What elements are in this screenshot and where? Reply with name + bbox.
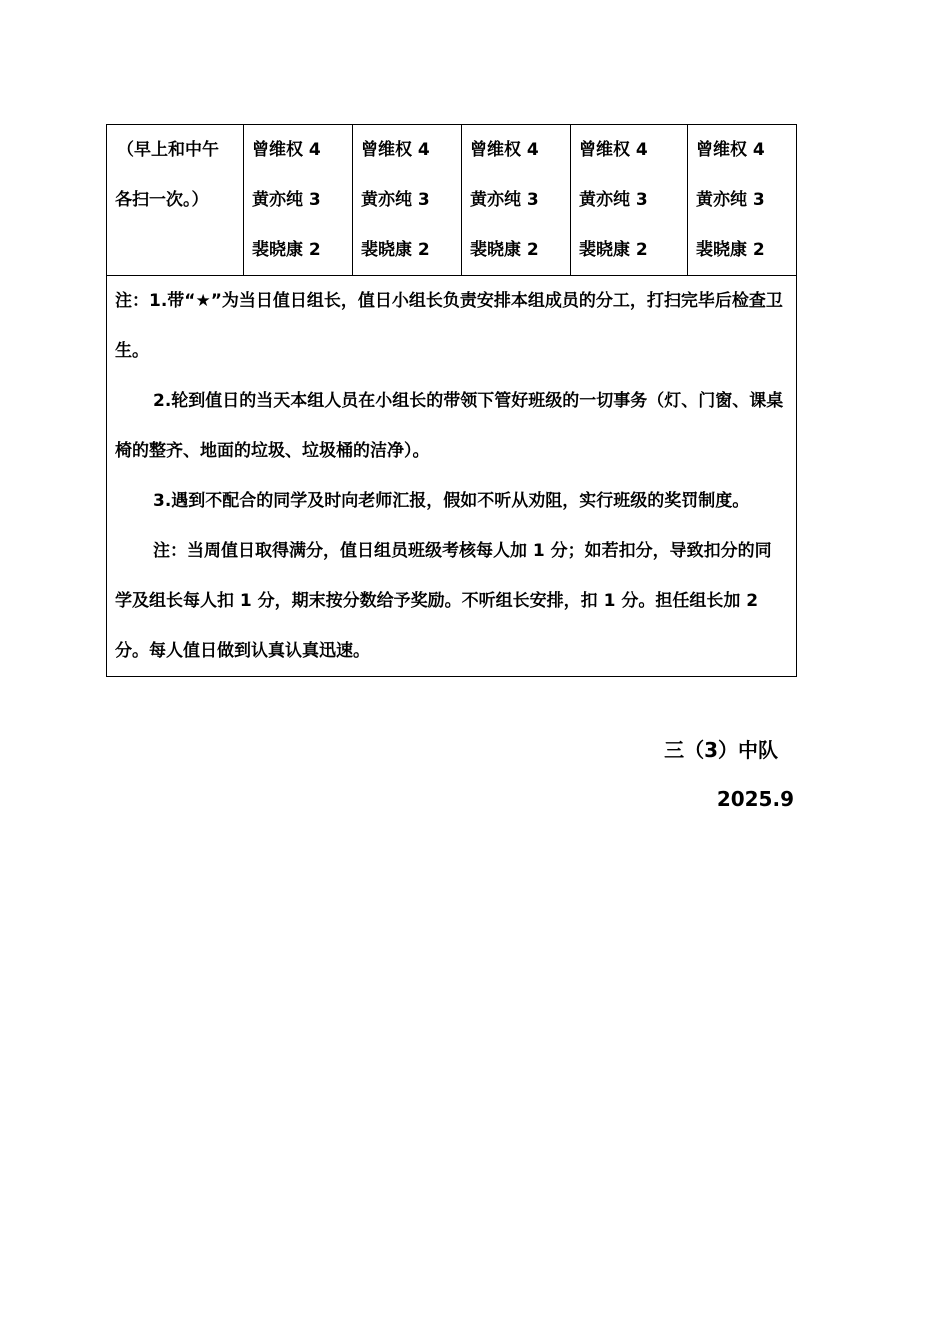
note-paragraph: 注：1.带“★”为当日值日组长，值日小组长负责安排本组成员的分工，打扫完毕后检查卫生。 [115, 291, 783, 361]
member-name: 曾维权 4 [252, 140, 321, 160]
member-name: 黄亦纯 3 [470, 190, 539, 210]
member-name: 黄亦纯 3 [361, 190, 430, 210]
duty-roster-table [106, 124, 797, 677]
member-name: 裴晓康 2 [696, 240, 765, 260]
table-row [107, 276, 797, 677]
group-cell [353, 125, 462, 276]
note-paragraph: 注：当周值日取得满分，值日组员班级考核每人加 1 分；如若扣分，导致扣分的同学及组长每人扣 1 分，期末按分数给予奖励。不听组长安排，扣 1 分。担任组长加 2 分。每人值日做到认真认真迅速。 [115, 541, 772, 661]
member-name: 曾维权 4 [579, 140, 648, 160]
member-name: 裴晓康 2 [361, 240, 430, 260]
group-cell [244, 125, 353, 276]
member-name: 裴晓康 2 [579, 240, 648, 260]
member-name: 黄亦纯 3 [252, 190, 321, 210]
class-unit-signature: 三（3）中队 [664, 738, 778, 762]
note-paragraph: 2.轮到值日的当天本组人员在小组长的带领下管好班级的一切事务（灯、门窗、课桌椅的整齐、地面的垃圾、垃圾桶的洁净）。 [115, 391, 784, 461]
time-note-line: （早上和中午 [117, 140, 219, 160]
time-note-cell [107, 125, 244, 276]
time-note-line: 各扫一次。） [115, 190, 209, 210]
member-name: 黄亦纯 3 [579, 190, 648, 210]
notes-cell [107, 276, 797, 677]
group-cell [688, 125, 797, 276]
member-name: 曾维权 4 [470, 140, 539, 160]
member-name: 裴晓康 2 [252, 240, 321, 260]
member-name: 曾维权 4 [361, 140, 430, 160]
group-cell [571, 125, 688, 276]
document-date: 2025.9 [716, 787, 794, 811]
note-paragraph: 3.遇到不配合的同学及时向老师汇报，假如不听从劝阻，实行班级的奖罚制度。 [153, 491, 750, 511]
member-name: 黄亦纯 3 [696, 190, 765, 210]
table-row [107, 125, 797, 276]
group-cell [462, 125, 571, 276]
member-name: 曾维权 4 [696, 140, 765, 160]
member-name: 裴晓康 2 [470, 240, 539, 260]
